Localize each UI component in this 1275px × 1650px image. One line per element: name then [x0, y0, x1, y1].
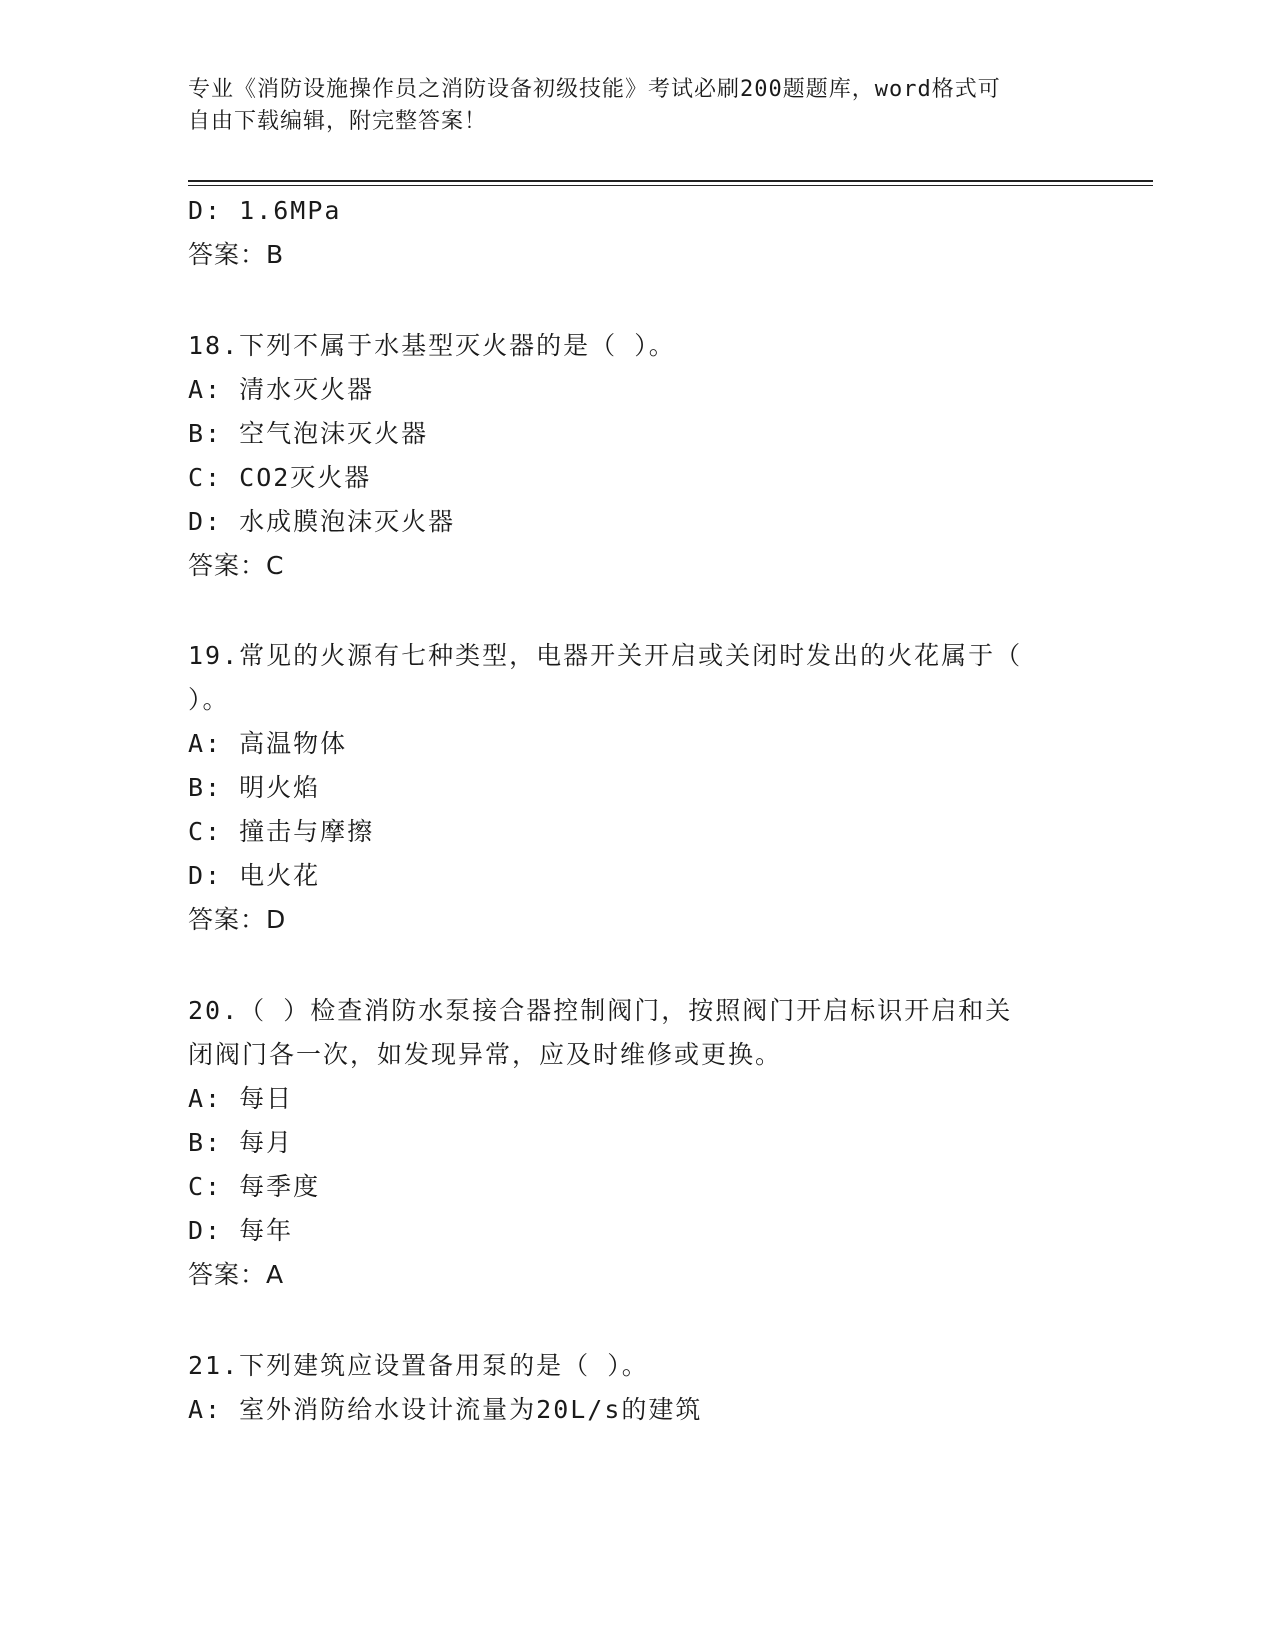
question-20-option-d: D: 每年 — [188, 1216, 294, 1245]
question-21-option-a: A: 室外消防给水设计流量为20L/s的建筑 — [188, 1395, 703, 1424]
header-divider-thin — [188, 185, 1153, 186]
question-20-option-a: A: 每日 — [188, 1084, 294, 1113]
question-19-option-c: C: 撞击与摩擦 — [188, 817, 375, 846]
question-19-option-d: D: 电火花 — [188, 861, 321, 890]
question-18-stem: 18.下列不属于水基型灭火器的是（ ）。 — [188, 331, 676, 360]
question-19-option-b: B: 明火焰 — [188, 773, 321, 802]
question-20-stem-line-2: 闭阀门各一次，如发现异常，应及时维修或更换。 — [188, 1040, 783, 1069]
question-20-option-c: C: 每季度 — [188, 1172, 321, 1201]
question-18-option-c: C: CO2灭火器 — [188, 463, 372, 492]
question-20-answer: 答案：A — [188, 1260, 285, 1289]
header-line-2: 自由下载编辑，附完整答案！ — [188, 109, 488, 134]
question-18-answer: 答案：C — [188, 551, 285, 580]
question-20-stem-line-1: 20.（ ）检查消防水泵接合器控制阀门，按照阀门开启标识开启和关 — [188, 996, 1013, 1025]
option-d: D: 1.6MPa — [188, 196, 342, 225]
question-18-option-a: A: 清水灭火器 — [188, 375, 375, 404]
question-18-option-d: D: 水成膜泡沫灭火器 — [188, 507, 456, 536]
question-19-stem-line-2: ）。 — [188, 685, 230, 714]
header-line-1: 专业《消防设施操作员之消防设备初级技能》考试必刷200题题库，word格式可 — [188, 77, 1001, 102]
answer-line: 答案：B — [188, 240, 285, 269]
question-21-stem: 21.下列建筑应设置备用泵的是（ ）。 — [188, 1351, 649, 1380]
question-18-option-b: B: 空气泡沫灭火器 — [188, 419, 429, 448]
document-header — [188, 74, 1088, 138]
question-19-stem-line-1: 19.常见的火源有七种类型，电器开关开启或关闭时发出的火花属于（ — [188, 641, 1023, 670]
header-divider-thick — [188, 180, 1153, 182]
question-19-option-a: A: 高温物体 — [188, 729, 348, 758]
question-20-option-b: B: 每月 — [188, 1128, 294, 1157]
question-19-answer: 答案：D — [188, 905, 287, 934]
